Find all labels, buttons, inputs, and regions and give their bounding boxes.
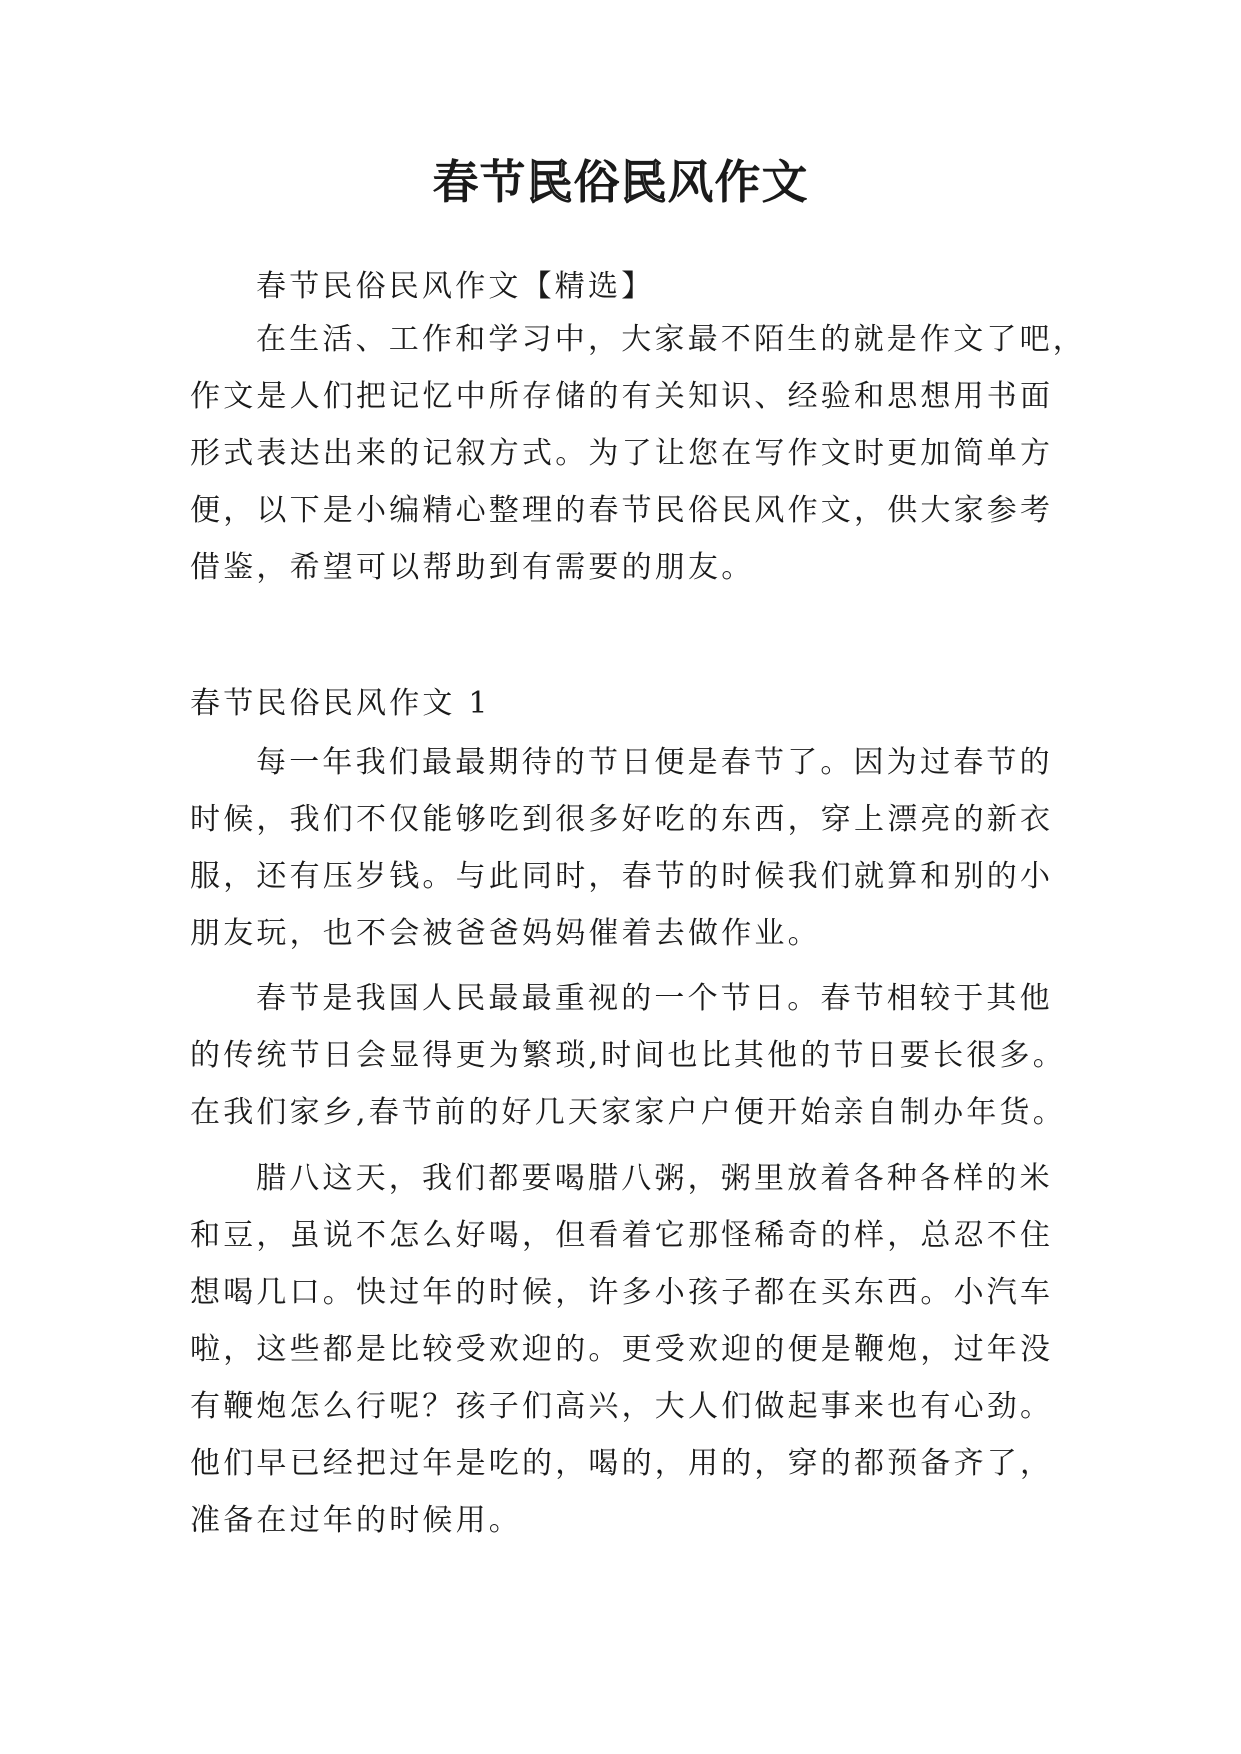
intro-line: 形式表达出来的记叙方式。为了让您在写作文时更加简单方 [190, 436, 1054, 471]
paragraph-line: 每一年我们最最期待的节日便是春节了。因为过春节的 [256, 745, 1053, 780]
title-part-outlined: 民 [526, 155, 574, 209]
paragraph-line: 啦，这些都是比较受欢迎的。更受欢迎的便是鞭炮，过年没 [190, 1332, 1054, 1367]
title-part: 春节 [432, 155, 527, 209]
section-heading: 春节民俗民风作文 1 [190, 686, 491, 721]
paragraph-line: 春节是我国人民最最重视的一个节日。春节相较于其他 [256, 981, 1053, 1016]
intro-line: 作文是人们把记忆中所存储的有关知识、经验和思想用书面 [190, 379, 1054, 414]
intro-line: 借鉴，希望可以帮助到有需要的朋友。 [190, 550, 755, 585]
paragraph-line: 想喝几口。快过年的时候，许多小孩子都在买东西。小汽车 [190, 1275, 1054, 1310]
paragraph-line: 和豆，虽说不怎么好喝，但看着它那怪稀奇的样，总忍不住 [190, 1218, 1054, 1253]
title-part-outlined: 民 [620, 155, 668, 209]
intro-heading: 春节民俗民风作文【精选】 [256, 269, 655, 304]
title-part: 俗 [573, 155, 621, 209]
intro-line: 便，以下是小编精心整理的春节民俗民风作文，供大家参考 [190, 493, 1054, 528]
paragraph-line: 腊八这天，我们都要喝腊八粥，粥里放着各种各样的米 [256, 1161, 1053, 1196]
paragraph-line: 时候，我们不仅能够吃到很多好吃的东西，穿上漂亮的新衣 [190, 802, 1054, 837]
paragraph-line: 他们早已经把过年是吃的，喝的，用的，穿的都预备齐了， [190, 1446, 1054, 1481]
title-part: 风作文 [667, 155, 809, 209]
paragraph-line: 服，还有压岁钱。与此同时，春节的时候我们就算和别的小 [190, 859, 1054, 894]
intro-line: 在生活、工作和学习中，大家最不陌生的就是作文了吧， [256, 322, 1086, 357]
document-title [0, 150, 1241, 214]
paragraph-line: 朋友玩，也不会被爸爸妈妈催着去做作业。 [190, 916, 821, 951]
paragraph-line: 准备在过年的时候用。 [190, 1503, 522, 1538]
paragraph-line: 有鞭炮怎么行呢？孩子们高兴，大人们做起事来也有心劲。 [190, 1389, 1054, 1424]
paragraph-line: 在我们家乡,春节前的好几天家家户户便开始亲自制办年货。 [190, 1095, 1066, 1130]
paragraph-line: 的传统节日会显得更为繁琐,时间也比其他的节日要长很多。 [190, 1038, 1066, 1073]
